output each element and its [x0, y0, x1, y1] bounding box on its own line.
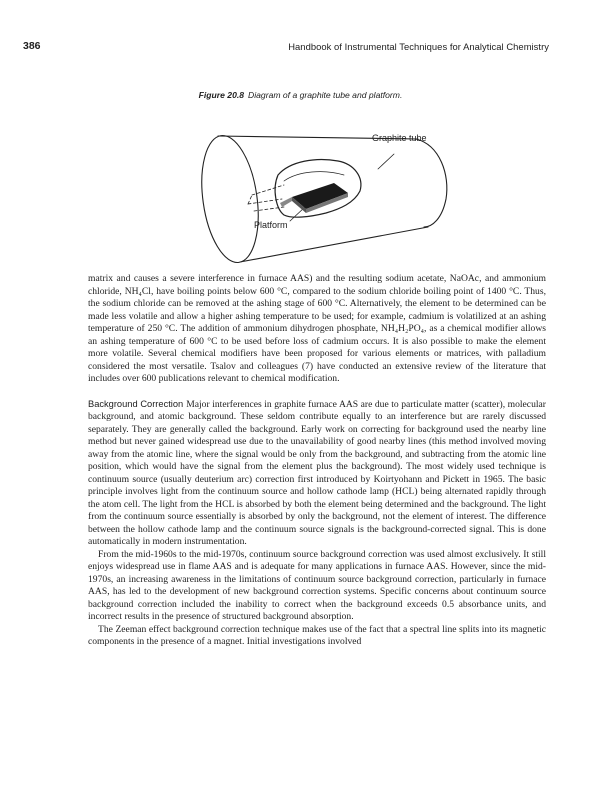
paragraph-chemical-modification: matrix and causes a severe interference in furnace AAS) and the resulting sodium acetate, NaOAc, and ammonium chloride, NH₄Cl, have boiling points below 600 °C, compared to the sodium chloride boiling point of 1400 °C. Thus, the sodium chloride can be removed at the ashing stage of 600 °C. Alternatively, the element to be determined can be made less volatile and allow a higher ashing temperature to be used; for example, cadmium is volatilized at an ashing temperature of 250 °C. The addition of ammonium dihydrogen phosphate, NH₄H₂PO₄, as a chemical modifier allows an ashing temperature of 600 °C to be used before loss of cadmium occurs. It is also possible to make the element more volatile. Several chemical modifiers have been proposed for various elements or matrices, with palladium considered the most versatile. Tsalov and colleagues (7) have conducted an extensive review of the literature that includes over 600 publications relevant to chemical modification. [88, 273, 546, 384]
tube-right-end [416, 139, 447, 227]
platform-hidden-edge-left [248, 195, 252, 204]
running-title: Handbook of Instrumental Techniques for Analytical Chemistry [288, 41, 549, 52]
body-text [88, 273, 546, 649]
platform-label: Platform [254, 220, 288, 230]
figure-caption-text: Diagram of a graphite tube and platform. [248, 90, 403, 100]
section-heading-background-correction: Background Correction [88, 398, 184, 409]
paragraph-background-correction [88, 398, 546, 549]
tube-bottom-edge [240, 227, 428, 262]
tube-left-end [194, 132, 265, 266]
graphite-tube-illustration [188, 103, 456, 269]
figure-number: Figure 20.8 [198, 90, 245, 100]
graphite-tube-diagram [188, 103, 456, 269]
tube-label-leader [378, 154, 394, 169]
page-number: 386 [23, 40, 41, 52]
figure-caption [0, 90, 601, 100]
paragraph-zeeman: The Zeeman effect background correction technique makes use of the fact that a spectral line splits into its magnetic components in the presence of a magnet. Initial investigations involved [88, 623, 546, 647]
paragraph-continuum-source: From the mid-1960s to the mid-1970s, continuum source background correction was used almost exclusively. It still enjoys widespread use in flame AAS and is adequate for many applications in furnace AAS. However, since the mid-1970s, an increasing awareness in the limitations of continuum source background correction, particularly in furnace AAS, has led to the development of new background correction systems. Specific concerns about continuum source background correction included the inability to correct when the background exceeds 0.5 absorbance units, and incorrect results in the presence of structured background absorption. [88, 548, 546, 622]
paragraph-background-correction-text: Major interferences in graphite furnace AAS are due to particulate matter (scatter), molecular background, and atomic background. These seldom contribute equally to an interference but are rarely discussed separately. They are generally called the background. Early work on correcting for background used the nearby line method but never gained widespread use due to the unavailability of good nearby lines (this method involved moving away from the atomic line, where the signal would be only from the background, and subtracting from the atomic line position, which would have the signal from the element plus the background). The most widely used technique is continuum source (usually deuterium arc) correction first introduced by Koirtyohann and Pickett in 1965. The basic principle involves light from the continuum source and hollow cathode lamp (HCL) being alternated rapidly through the atom cell. The light from the HCL is absorbed by both the element being determined and the background. The light from the continuum source essentially is absorbed by only the background, not the element of interest. The difference between the hollow cathode lamp and the continuum source signals is the background-corrected signal. This is done automatically in modern instrumentation. [88, 398, 546, 547]
graphite-tube-label: Graphite tube [372, 133, 427, 143]
